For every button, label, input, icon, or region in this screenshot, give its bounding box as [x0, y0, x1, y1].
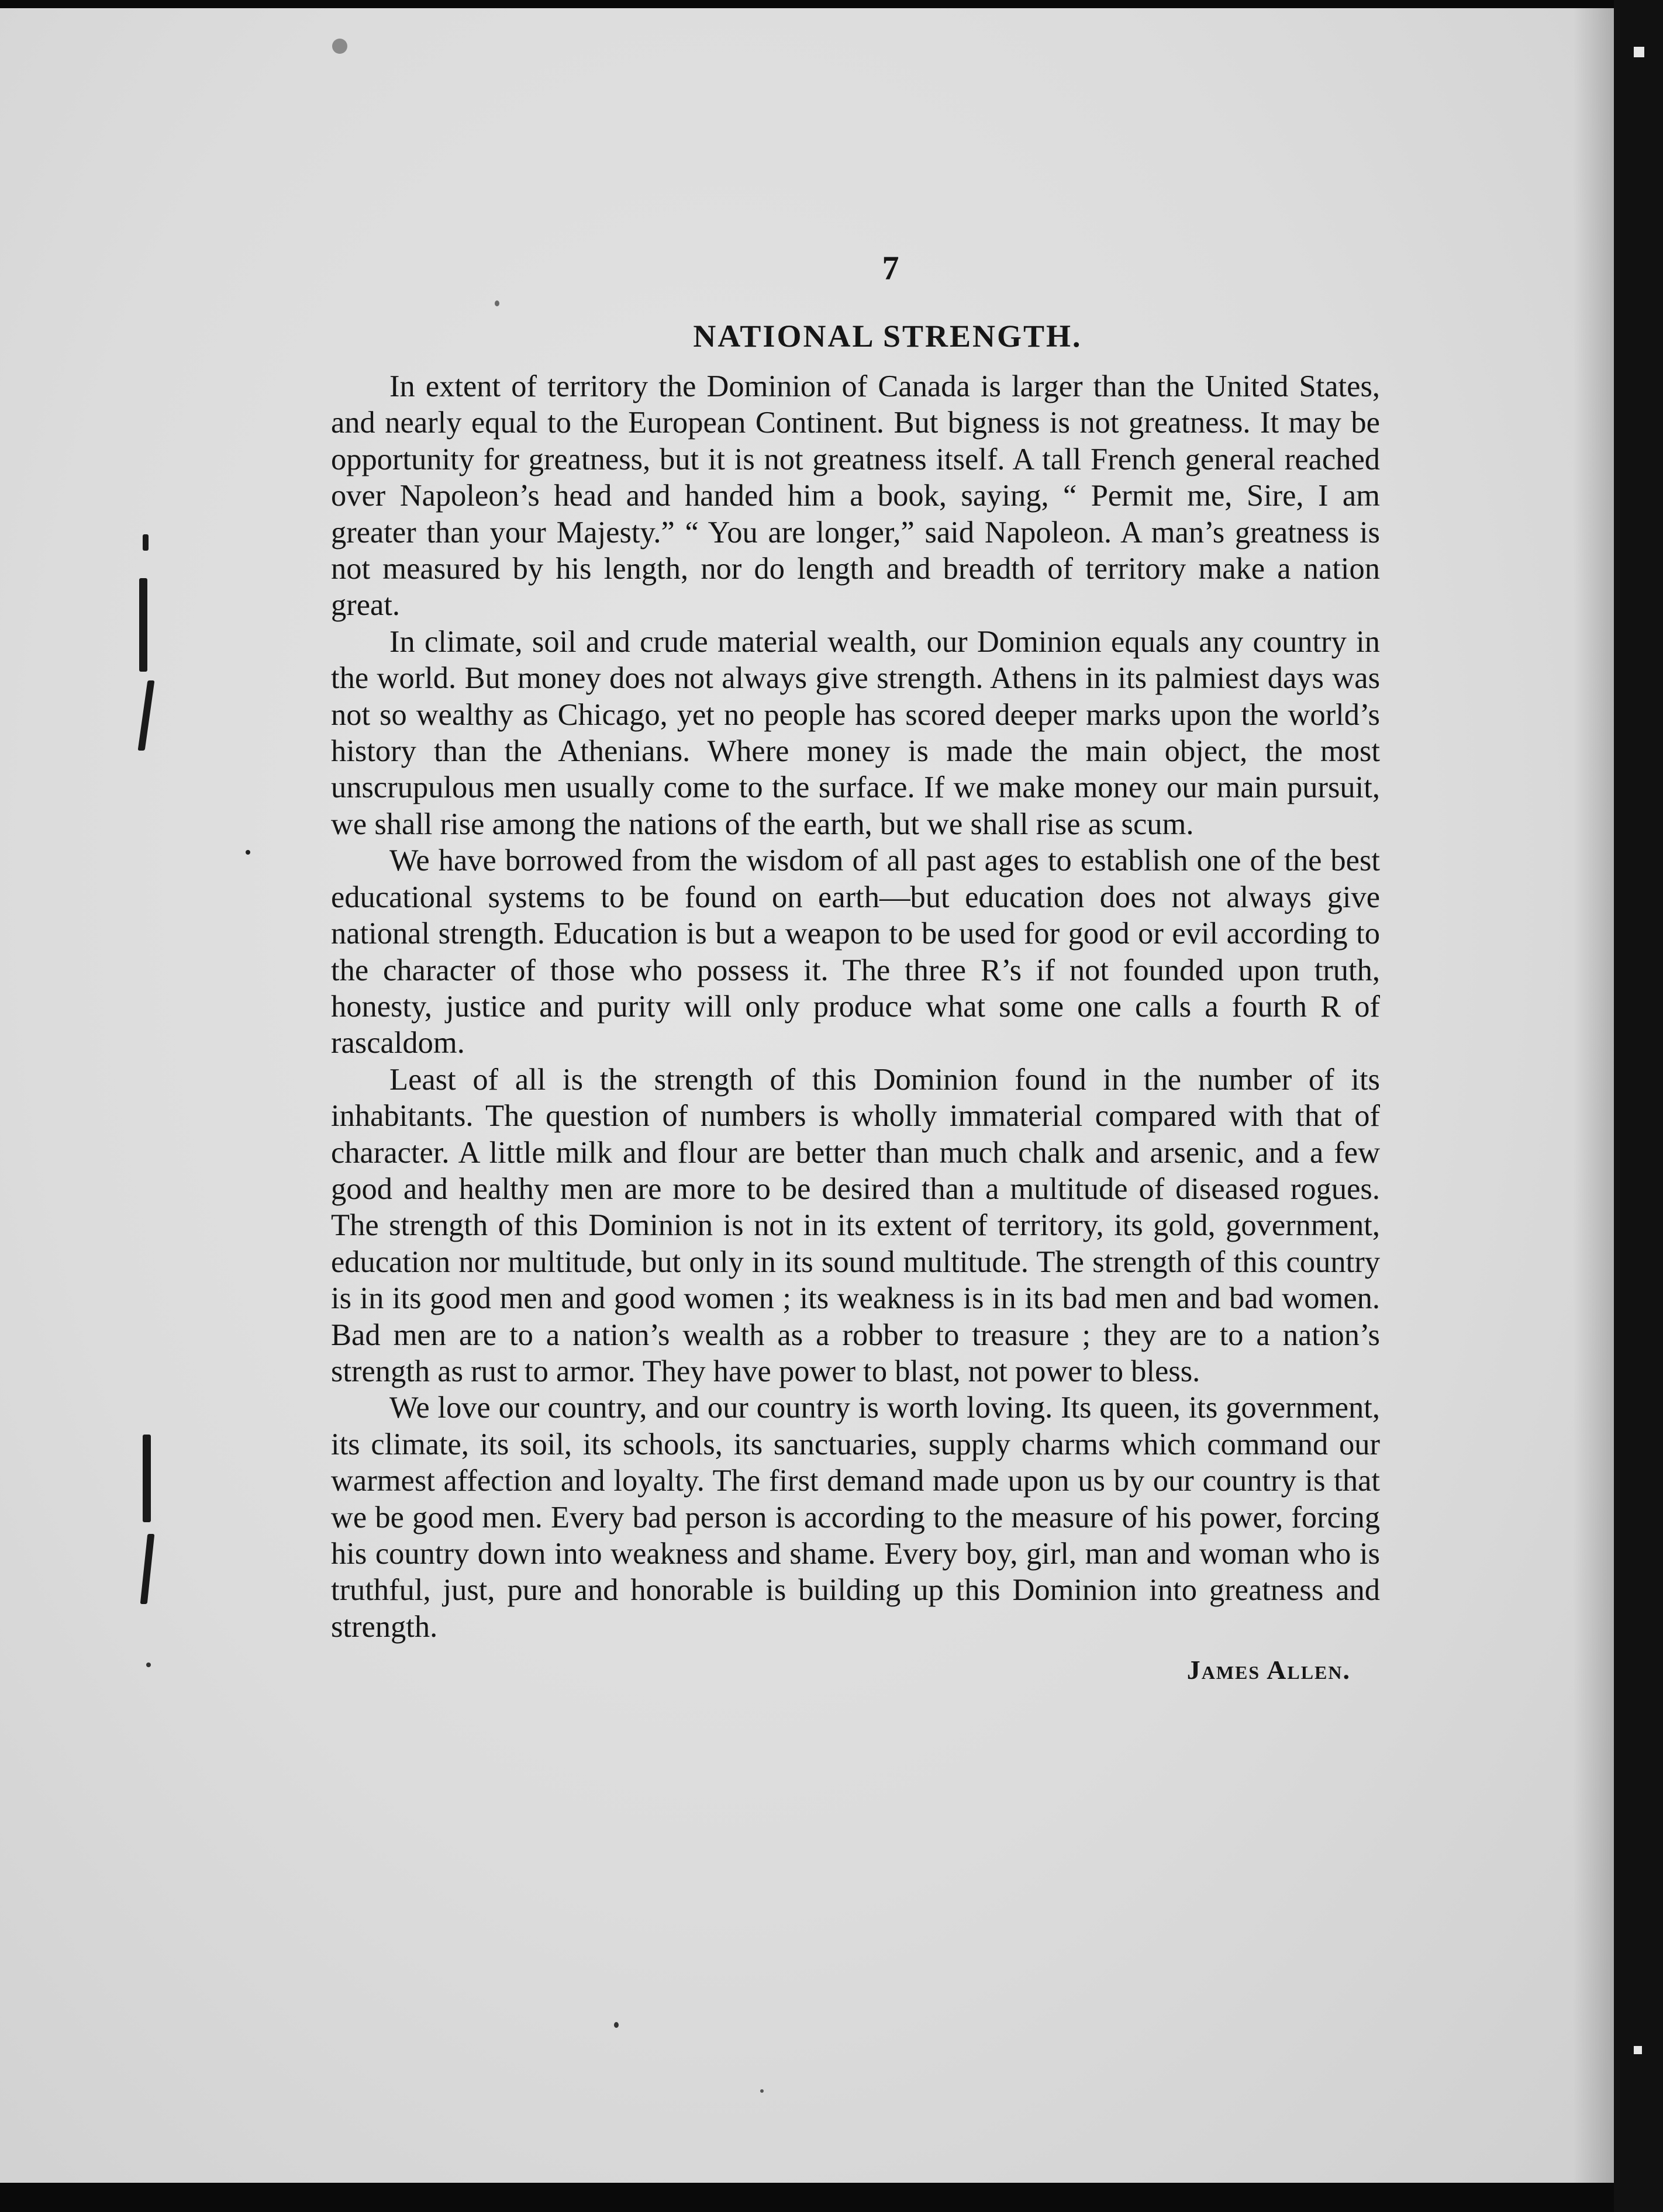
speck	[760, 2089, 764, 2093]
page-edge-shadow	[1573, 8, 1614, 2183]
speck	[332, 39, 347, 54]
paragraph-patriotism: We love our country, and our country is worth loving. Its queen, its government, its climate, its soil, its schools, its sanctuaries, supply charms which command our warmest affection and loyalty. The first demand made upon us by our country is that we be good men. Every bad person is according to the measure of his power, forcing his country down into weakness and shame. Every boy, girl, man and woman who is truthful, just, pure and honorable is building up this Dominion into greatness and strength.	[331, 1391, 1380, 1644]
author-signature: James Allen.	[1186, 1655, 1351, 1685]
film-sprocket	[1634, 2046, 1642, 2054]
paragraph-territory: In extent of territory the Dominion of Canada is larger than the United States, and nearly equal to the European Continent. But bigness is not greatness. It may be opportunity for greatness, but it is not greatness itself. A tall French general reached over Napoleon’s head and handed him a book, saying, “ Permit me, Sire, I am greater than your Majesty.” “ You are longer,” said Napoleon. A man’s greatness is not measured by his length, nor do length and breadth of territory make a nation great.	[331, 369, 1380, 623]
speck	[614, 2022, 619, 2028]
paragraph-wealth: In climate, soil and crude material wealth, our Dominion equals any country in the world. But money does not always give strength. Athens in its palmiest days was not so wealthy as Chicago, yet no people has scored deeper marks upon the world’s history than the Athenians. Where money is made the main object, the most unscrupulous men usually come to the surface. If we make money our main pursuit, we shall rise among the nations of the earth, but we shall rise as scum.	[331, 624, 1380, 841]
paragraph-education: We have borrowed from the wisdom of all past ages to establish one of the best educational systems to be found on earth—but education does not always give national strength. Education is but a weapon to be used for good or evil according to the character of those who possess it. The three R’s if not founded upon truth, honesty, justice and purity will only produce what some one calls a fourth R of rascaldom.	[331, 844, 1380, 1060]
binding-mark	[143, 1435, 151, 1522]
paragraph-character: Least of all is the strength of this Dominion found in the number of its inhabitants. The question of numbers is wholly immaterial compared with that of character. A little milk and flour are better than much chalk and arsenic, and a few good and healthy men are more to be desired than a multitude of diseased rogues. The strength of this Dominion is not in its extent of territory, its gold, government, education nor multitude, but only in its sound multitude. The strength of this country is in its good men and good women ; its weakness is in its bad men and bad women. Bad men are to a nation’s wealth as a robber to treasure ; they are to a nation’s strength as rust to armor. They have power to blast, not power to bless.	[331, 1062, 1380, 1388]
film-strip-edge	[1614, 0, 1663, 2212]
page-number: 7	[882, 249, 899, 287]
binding-mark	[143, 534, 149, 551]
article-title: NATIONAL STRENGTH.	[693, 319, 1082, 354]
film-sprocket	[1634, 47, 1644, 57]
binding-mark	[139, 578, 147, 672]
speck	[146, 1663, 151, 1667]
speck	[246, 850, 250, 855]
binding-mark	[138, 680, 155, 751]
article-body	[331, 368, 1380, 1645]
article	[331, 251, 1380, 1688]
binding-mark	[140, 1534, 155, 1604]
